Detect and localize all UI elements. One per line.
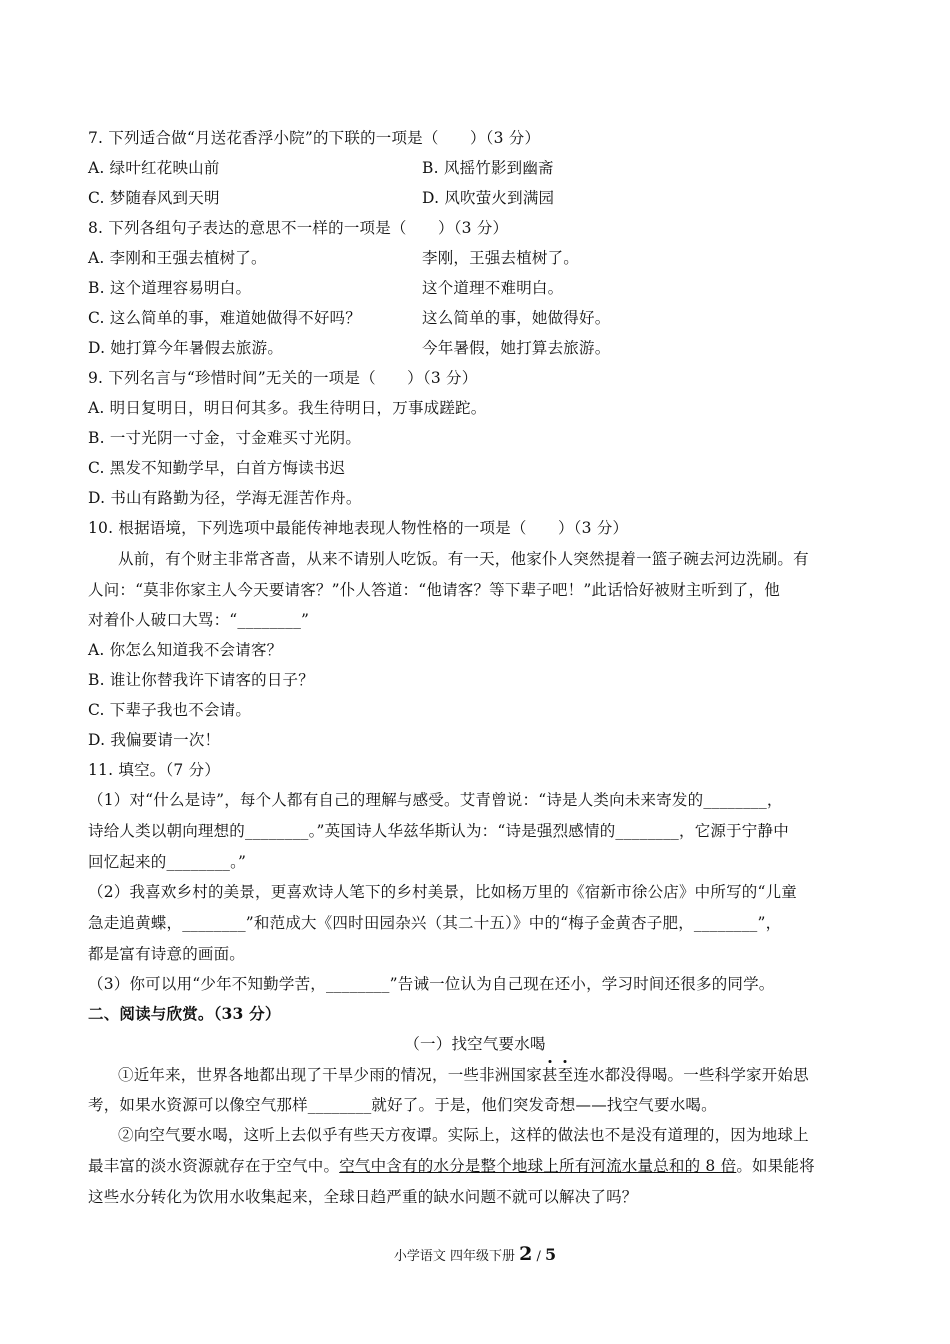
q10-passage-line-3: 对着仆人破口大骂：“________” — [88, 611, 310, 629]
passage-para1-line-2: 考，如果水资源可以像空气那样________就好了。于是，他们突发奇想——找空气要水喝。 — [88, 1096, 717, 1114]
underlined-sentence: 空气中含有的水分是整个地球上所有河流水量总和的 8 倍 — [339, 1157, 737, 1175]
passage-para2-line-1: ②向空气要水喝，这听上去似乎有些天方夜谭。实际上，这样的做法也不是没有道理的，因为地球上 — [118, 1126, 809, 1144]
passage-title: （一）找空气要水喝 — [404, 1035, 546, 1053]
footer-label: 小学语文 四年级下册 — [393, 1249, 520, 1264]
page-footer — [0, 1243, 950, 1265]
section-heading: 二、阅读与欣赏。（33 分） — [88, 1004, 281, 1023]
emphasis-dot-char: 甚 — [541, 1066, 558, 1084]
q11-part2-line-1: （2）我喜欢乡村的美景，更喜欢诗人笔下的乡村美景，比如杨万里的《宿新市徐公店》中所写的“儿童 — [88, 883, 797, 901]
emphasis-dot-char: 至 — [557, 1066, 574, 1084]
q7-stem: 7. 下列适合做“月送花香浮小院”的下联的一项是（ ）（3 分） — [88, 129, 541, 147]
q7-option-b: B. 风摇竹影到幽斋 — [422, 159, 554, 177]
q7-option-d: D. 风吹萤火到满园 — [422, 189, 555, 207]
q8-option-c-right: 这么简单的事，她做得好。 — [422, 309, 611, 327]
q8-option-a-right: 李刚，王强去植树了。 — [422, 249, 580, 267]
q9-option-c: C. 黑发不知勤学早，白首方悔读书迟 — [88, 459, 346, 477]
q11-part1-line-2: 诗给人类以朝向理想的________。”英国诗人华兹华斯认为：“诗是强烈感情的________，它源于宁静中 — [88, 822, 789, 840]
page-separator: / — [532, 1249, 545, 1264]
para2-text-start: 最丰富的淡水资源就存在于空气中。 — [88, 1157, 340, 1175]
q10-option-c: C. 下辈子我也不会请。 — [88, 701, 252, 719]
q9-option-d: D. 书山有路勤为径，学海无涯苦作舟。 — [88, 489, 362, 507]
q7-option-c: C. 梦随春风到天明 — [88, 189, 220, 207]
page-number: 2 — [519, 1243, 533, 1265]
q11-part1-line-1: （1）对“什么是诗”，每个人都有自己的理解与感受。艾青曾说：“诗是人类向未来寄发的________， — [88, 791, 783, 809]
q9-option-b: B. 一寸光阴一寸金，寸金难买寸光阴。 — [88, 429, 362, 447]
passage-para1-line-1 — [118, 1064, 809, 1086]
q8-option-b-left: B. 这个道理容易明白。 — [88, 279, 252, 297]
q10-option-b: B. 谁让你替我许下请客的日子？ — [88, 671, 314, 689]
passage-para2-line-3: 这些水分转化为饮用水收集起来，全球日趋严重的缺水问题不就可以解决了吗？ — [88, 1188, 638, 1206]
q8-option-c-left: C. 这么简单的事，难道她做得不好吗？ — [88, 309, 361, 327]
para2-text-end: 。如果能将 — [736, 1157, 815, 1175]
q10-passage-line-2: 人问：“莫非你家主人今天要请客？”仆人答道：“他请客？等下辈子吧！”此话恰好被财主听到了，他 — [88, 581, 780, 599]
q9-option-a: A. 明日复明日，明日何其多。我生待明日，万事成蹉跎。 — [88, 399, 487, 417]
para1-text-end: 连水都没得喝。一些科学家开始思 — [573, 1066, 809, 1084]
q11-part2-line-3: 都是富有诗意的画面。 — [88, 945, 246, 963]
q7-option-a: A. 绿叶红花映山前 — [88, 159, 220, 177]
para1-text-start: ①近年来，世界各地都出现了干旱少雨的情况，一些非洲国家 — [118, 1066, 542, 1084]
q8-option-a-left: A. 李刚和王强去植树了。 — [88, 249, 267, 267]
q11-part1-line-3: 回忆起来的________。” — [88, 853, 247, 871]
q10-option-d: D. 我偏要请一次！ — [88, 731, 221, 749]
q8-option-d-right: 今年暑假，她打算去旅游。 — [422, 339, 611, 357]
q8-stem: 8. 下列各组句子表达的意思不一样的一项是（ ）（3 分） — [88, 219, 509, 237]
page-total: 5 — [545, 1245, 557, 1264]
q9-stem: 9. 下列名言与“珍惜时间”无关的一项是（ ）（3 分） — [88, 369, 478, 387]
q11-part2-line-2: 急走追黄蝶，________”和范成大《四时田园杂兴（其二十五）》中的“梅子金黄杏子肥，________”， — [88, 914, 782, 932]
q8-option-b-right: 这个道理不难明白。 — [422, 279, 564, 297]
q10-option-a: A. 你怎么知道我不会请客？ — [88, 641, 283, 659]
q10-stem: 10. 根据语境，下列选项中最能传神地表现人物性格的一项是（ ）（3 分） — [88, 519, 629, 537]
q11-part3-line-1: （3）你可以用“少年不知勤学苦，________”告诫一位认为自己现在还小，学习时间还很多的同学。 — [88, 975, 775, 993]
q8-option-d-left: D. 她打算今年暑假去旅游。 — [88, 339, 284, 357]
q10-passage-line-1: 从前，有个财主非常吝啬，从来不请别人吃饭。有一天，他家仆人突然提着一篮子碗去河边洗刷。有 — [118, 550, 809, 568]
q11-stem: 11. 填空。（7 分） — [88, 761, 221, 779]
passage-para2-line-2 — [88, 1155, 815, 1177]
